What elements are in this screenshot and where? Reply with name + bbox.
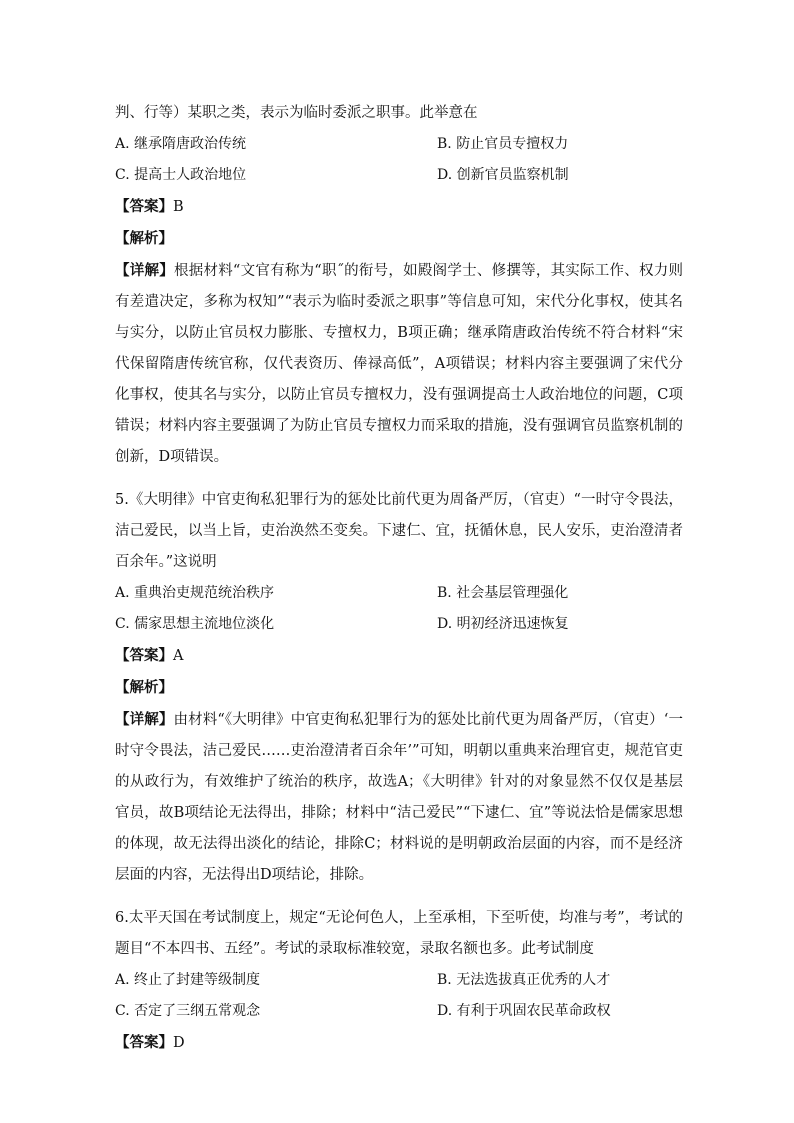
q4-analysis-heading — [115, 223, 683, 255]
q5-analysis-heading — [115, 672, 683, 704]
q5-option-d: D. 明初经济迅速恢复 — [437, 616, 569, 632]
q5-detail — [115, 704, 683, 891]
q6-option-b: B. 无法选拔真正优秀的人才 — [437, 972, 611, 988]
q5-detail-text: 由材料“《大明律》中官吏徇私犯罪行为的惩处比前代更为周备严厉，（官吏）‘一时守令畏法，洁己爱民……吏治澄清者百余年’”可知，明朝以重典来治理官吏，规范官吏的从政行为，有效维护了统治的秩序，故选A；《大明律》针对的对象显然不仅仅是基层官员，故B项结论无法得出，排除；材料中“洁己爱民”“下逮仁、宜”等说法恰是儒家思想的体现，故无法得出淡化的结论，排除C；材料说的是明朝政治层面的内容，而不是经济层面的内容，无法得出D项结论，排除。 — [115, 712, 683, 883]
q5-option-b: B. 社会基层管理强化 — [437, 585, 569, 601]
q4-answer-label: 【答案】 — [115, 198, 173, 215]
q6-answer-label: 【答案】 — [115, 1034, 173, 1051]
q6-option-c: C. 否定了三纲五常观念 — [115, 1003, 261, 1019]
document-page — [115, 98, 683, 1059]
q4-stem-tail: 判、行等）某职之类，表示为临时委派之职事。此举意在 — [115, 105, 478, 121]
q6-option-d: D. 有利于巩固农民革命政权 — [437, 1003, 611, 1019]
q5-option-a: A. 重典治吏规范统治秩序 — [115, 585, 275, 601]
q5-analysis-label: 【解析】 — [115, 679, 173, 696]
q5-answer — [115, 640, 683, 672]
q4-option-d: D. 创新官员监察机制 — [437, 167, 569, 183]
q6-stem: 6.太平天国在考试制度上，规定“无论何色人，上至承相，下至听使，均准与考”，考试的题目“不本四书、五经”。考试的录取标准较宽，录取名额也多。此考试制度 — [115, 910, 683, 957]
q5-options — [115, 578, 683, 640]
q6-answer-value: D — [173, 1035, 185, 1051]
q4-option-a: A. 继承隋唐政治传统 — [115, 136, 247, 152]
q4-analysis-label: 【解析】 — [115, 230, 173, 247]
q6-answer — [115, 1027, 683, 1059]
q5-option-c: C. 儒家思想主流地位淡化 — [115, 616, 275, 632]
q5-answer-label: 【答案】 — [115, 647, 173, 664]
q5-stem: 5.《大明律》中官吏徇私犯罪行为的惩处比前代更为周备严厉，（官吏）“一时守令畏法，洁己爱民，以当上旨，吏治涣然丕变矣。下逮仁、宜，抚循休息，民人安乐，吏治澄清者百余年。”这说明 — [115, 492, 683, 570]
q4-option-c: C. 提高士人政治地位 — [115, 167, 247, 183]
q4-detail — [115, 255, 683, 473]
q4-option-b: B. 防止官员专擅权力 — [437, 136, 569, 152]
q6-options — [115, 965, 683, 1027]
q6-option-a: A. 终止了封建等级制度 — [115, 972, 261, 988]
q5-detail-label: 【详解】 — [115, 711, 174, 728]
q4-options — [115, 129, 683, 191]
q4-answer-value: B — [173, 199, 184, 215]
q5-answer-value: A — [173, 648, 184, 664]
q4-answer — [115, 191, 683, 223]
q4-detail-label: 【详解】 — [115, 262, 174, 279]
q4-detail-text: 根据材料“文官有称为“职˝的衔号，如殿阁学士、修撰等，其实际工作、权力则有差遣决定，多称为权知”“表示为临时委派之职事”等信息可知，宋代分化事权，使其名与实分，以防止官员权力膨胀、专擅权力，B项正确；继承隋唐政治传统不符合材料“宋代保留隋唐传统官称，仅代表资历、俸禄高低”，A项错误；材料内容主要强调了宋代分化事权，使其名与实分，以防止官员专擅权力，没有强调提高士人政治地位的问题，C项错误；材料内容主要强调了为防止官员专擅权力而采取的措施，没有强调官员监察机制的创新，D项错误。 — [115, 263, 683, 465]
